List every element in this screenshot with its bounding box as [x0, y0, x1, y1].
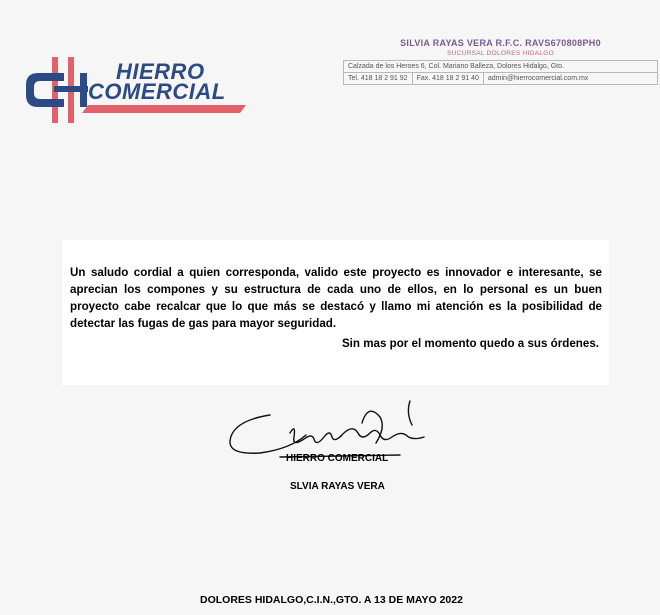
owner-rfc: SILVIA RAYAS VERA R.F.C. RAVS670808PH0 [400, 38, 601, 48]
letterhead-info [343, 38, 658, 85]
closing-line: Sin mas por el momento quedo a sus órdenes. [341, 337, 599, 350]
place-date-line: DOLORES HIDALGO,C.I.N.,GTO. A 13 DE MAYO 2022 [200, 594, 463, 606]
email: admin@hierrocomercial.com.mx [487, 75, 589, 82]
body-paragraph: Un saludo cordial a quien corresponda, valido este proyecto es innovador e interesante, se aprecian los compones y su estructura de cada uno de ellos, en lo personal es un buen proyecto cabe recalcar que lo que más se destacó y llamo mi atención es la posibilidad de detectar las fugas de gas para mayor seguridad. [70, 266, 602, 330]
branch-name: SUCURSAL DOLORES HIDALGO [446, 50, 554, 57]
phone: Tel. 418 18 2 91 92 [344, 73, 413, 84]
contact-row [343, 73, 658, 85]
signer-name: SLVIA RAYAS VERA [290, 481, 385, 492]
address: Calzada de los Heroes 6, Col. Mariano Balleza, Dolores Hidalgo, Gto. [343, 60, 658, 73]
signature-company: HIERRO COMERCIAL [286, 453, 389, 464]
logo-word-hierro: HIERRO [116, 59, 205, 84]
letter-body [62, 240, 609, 385]
hierro-comercial-logo [24, 55, 254, 127]
fax: Fax. 418 18 2 91 40 [413, 73, 484, 84]
logo-word-comercial: COMERCIAL [88, 79, 226, 104]
